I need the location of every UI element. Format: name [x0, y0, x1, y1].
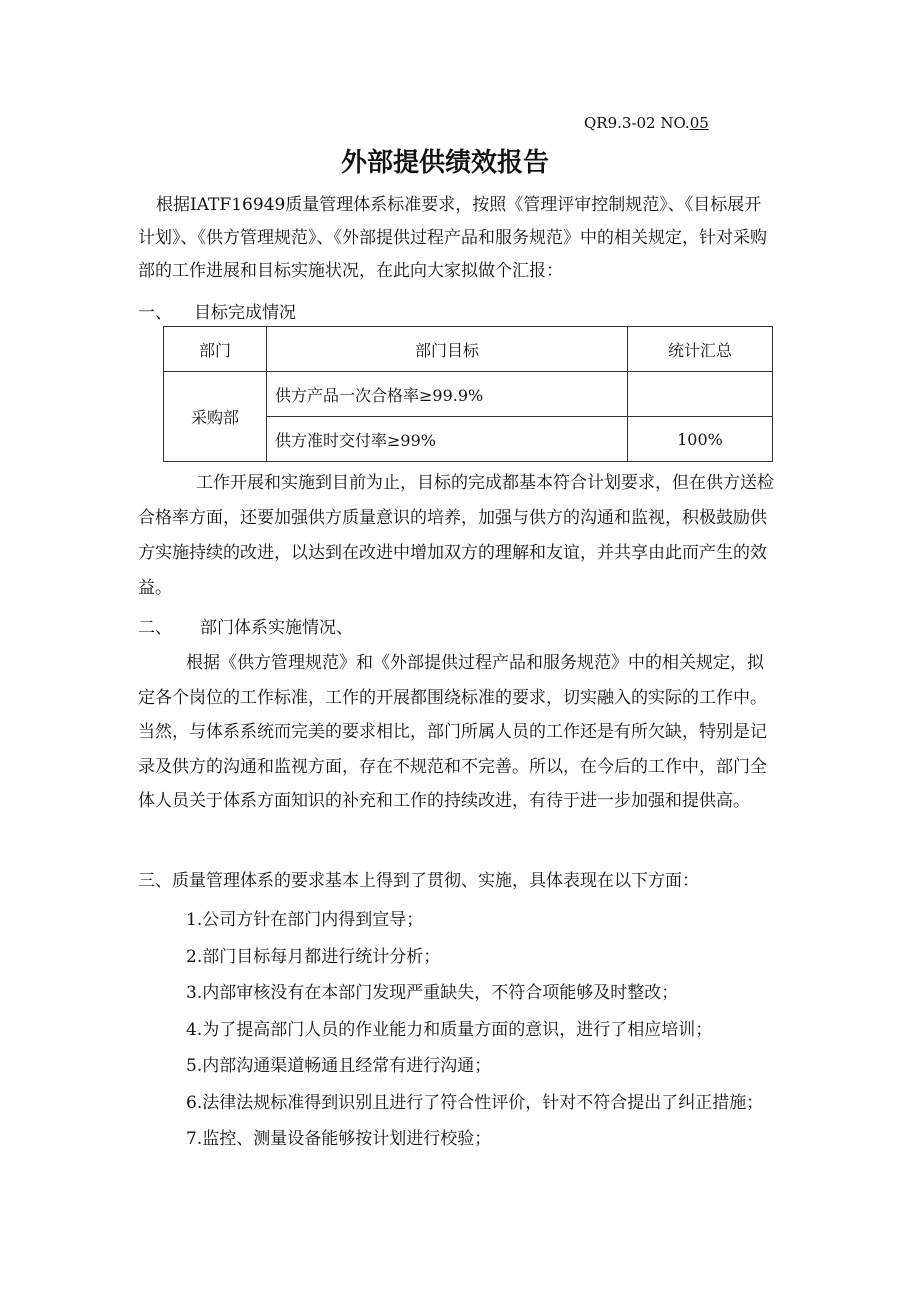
list-item: 2.部门目标每月都进行统计分析；	[186, 946, 441, 967]
list-item: 3.内部审核没有在本部门发现严重缺失，不符合项能够及时整改；	[186, 983, 679, 1003]
goal-cell: 供方准时交付率≥99%	[267, 417, 628, 462]
document-code-prefix: QR9.3-02 NO.	[584, 114, 690, 132]
section1-heading	[138, 298, 296, 323]
section2-body: 根据《供方管理规范》和《外部提供过程产品和服务规范》中的相关规定，拟定各个岗位的工作标准，工作的开展都围绕标准的要求，切实融入的实际的工作中。当然，与体系系统而完美的要求相比，部门所属人员的工作还是有所欠缺，特别是记录及供方的沟通和监视方面，存在不规范和不完善。所以，在今后的工作中，部门全体人员关于体系方面知识的补充和工作的持续改进，有待于进一步加强和提供高。	[138, 653, 767, 811]
section1-number: 一、	[138, 303, 172, 323]
section2-number: 二、	[138, 618, 172, 638]
table-header-cell: 统计汇总	[628, 327, 773, 372]
table-header-cell: 部门	[164, 327, 267, 372]
section1-title: 目标完成情况	[194, 303, 296, 323]
list-item: 7.监控、测量设备能够按计划进行校验；	[186, 1129, 492, 1149]
list-item: 5.内部沟通渠道畅通且经常有进行沟通；	[186, 1056, 492, 1076]
table-row	[164, 372, 773, 417]
section2-heading	[138, 613, 353, 638]
section3-list	[138, 902, 778, 1158]
summary-cell: 100%	[628, 417, 773, 462]
department-cell: 采购部	[164, 372, 267, 462]
section1-body: 工作开展和实施到目前为止，目标的完成都基本符合计划要求，但在供方送检合格率方面，还要加强供方质量意识的培养，加强与供方的沟通和监视，积极鼓励供方实施持续的改进，以达到在改进中增加双方的理解和友谊，并共享由此而产生的效益。	[138, 473, 774, 598]
goal-cell: 供方产品一次合格率≥99.9%	[267, 372, 628, 417]
document-number: 05	[689, 114, 709, 132]
target-table	[163, 326, 773, 462]
list-item: 4.为了提高部门人员的作业能力和质量方面的意识，进行了相应培训；	[186, 1019, 713, 1040]
table-header-row	[164, 327, 773, 372]
document-code	[584, 114, 709, 132]
section2-title: 部门体系实施情况、	[200, 618, 353, 638]
list-item: 1.公司方针在部门内得到宣导；	[186, 910, 424, 930]
page-title: 外部提供绩效报告	[340, 148, 549, 178]
list-item: 6.法律法规标准得到识别且进行了符合性评价，针对不符合提出了纠正措施；	[186, 1092, 764, 1113]
section3-heading: 三、质量管理体系的要求基本上得到了贯彻、实施，具体表现在以下方面：	[138, 871, 699, 891]
summary-cell	[628, 372, 773, 417]
intro-paragraph: 根据IATF16949质量管理体系标准要求，按照《管理评审控制规范》、《目标展开计划》、《供方管理规范》、《外部提供过程产品和服务规范》中的相关规定，针对采购部的工作进展和目标实施状况，在此向大家拟做个汇报：	[138, 195, 767, 281]
table-header-cell: 部门目标	[267, 327, 628, 372]
